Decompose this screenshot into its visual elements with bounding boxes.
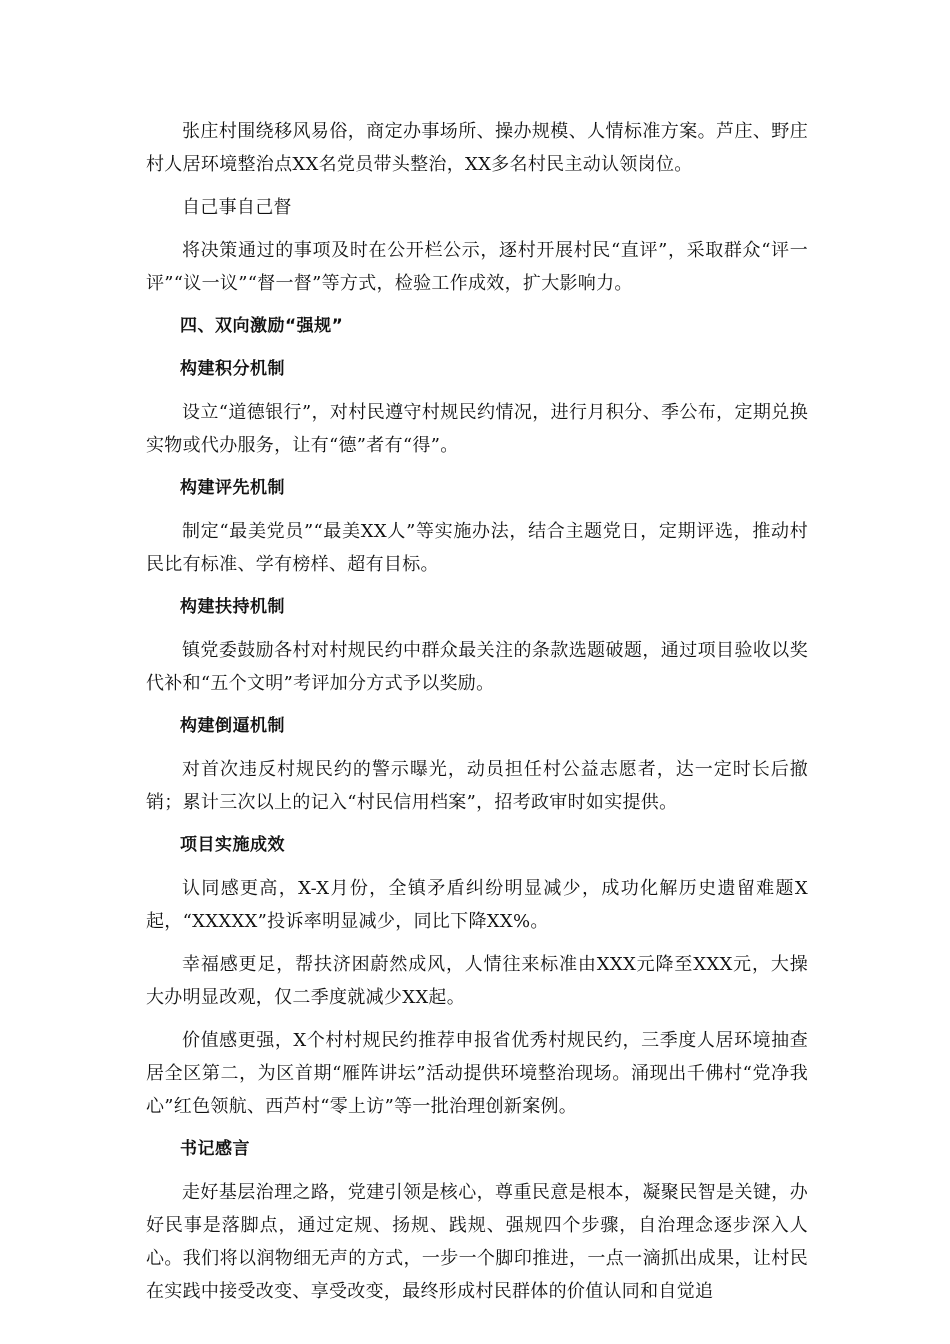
paragraph: 价值感更强，X个村村规民约推荐申报省优秀村规民约，三季度人居环境抽查居全区第二，为区首期“雁阵讲坛”活动提供环境整治现场。涌现出千佛村“党净我心”红色领航、西芦村“零上访”等一批治理创新案例。 <box>146 1030 808 1117</box>
subsection-heading: 构建积分机制 <box>180 359 285 379</box>
subsection-heading: 书记感言 <box>180 1139 250 1159</box>
paragraph: 设立“道德银行”，对村民遵守村规民约情况，进行月积分、季公布，定期兑换实物或代办服务，让有“德”者有“得”。 <box>146 402 808 456</box>
subsection-heading: 构建评先机制 <box>180 478 285 498</box>
paragraph: 自己事自己督 <box>182 197 292 218</box>
paragraph: 张庄村围绕移风易俗，商定办事场所、操办规模、人情标准方案。芦庄、野庄村人居环境整治点XX名党员带头整治，XX多名村民主动认领岗位。 <box>146 121 808 175</box>
subsection-heading: 构建扶持机制 <box>180 597 285 617</box>
subsection-heading: 项目实施成效 <box>180 835 285 855</box>
paragraph: 将决策通过的事项及时在公开栏公示，逐村开展村民“直评”，采取群众“评一评”“议一议”“督一督”等方式，检验工作成效，扩大影响力。 <box>146 240 808 294</box>
section-heading: 四、双向激励“强规” <box>180 316 344 336</box>
paragraph: 制定“最美党员”“最美XX人”等实施办法，结合主题党日，定期评选，推动村民比有标准、学有榜样、超有目标。 <box>146 521 808 575</box>
subsection-heading: 构建倒逼机制 <box>180 716 285 736</box>
paragraph: 对首次违反村规民约的警示曝光，动员担任村公益志愿者，达一定时长后撤销；累计三次以上的记入“村民信用档案”，招考政审时如实提供。 <box>146 759 808 813</box>
paragraph: 认同感更高，X-X月份，全镇矛盾纠纷明显减少，成功化解历史遗留难题X起，“XXXXX”投诉率明显减少，同比下降XX%。 <box>146 878 808 932</box>
document-body <box>146 115 808 1318</box>
paragraph: 走好基层治理之路，党建引领是核心，尊重民意是根本，凝聚民智是关键，办好民事是落脚点，通过定规、扬规、践规、强规四个步骤，自治理念逐步深入人心。我们将以润物细无声的方式，一步一个脚印推进，一点一滴抓出成果，让村民在实践中接受改变、享受改变，最终形成村民群体的价值认同和自觉追 <box>146 1182 808 1302</box>
paragraph: 幸福感更足，帮扶济困蔚然成风，人情往来标准由XXX元降至XXX元，大操大办明显改观，仅二季度就减少XX起。 <box>146 954 808 1008</box>
paragraph: 镇党委鼓励各村对村规民约中群众最关注的条款选题破题，通过项目验收以奖代补和“五个文明”考评加分方式予以奖励。 <box>146 640 808 694</box>
